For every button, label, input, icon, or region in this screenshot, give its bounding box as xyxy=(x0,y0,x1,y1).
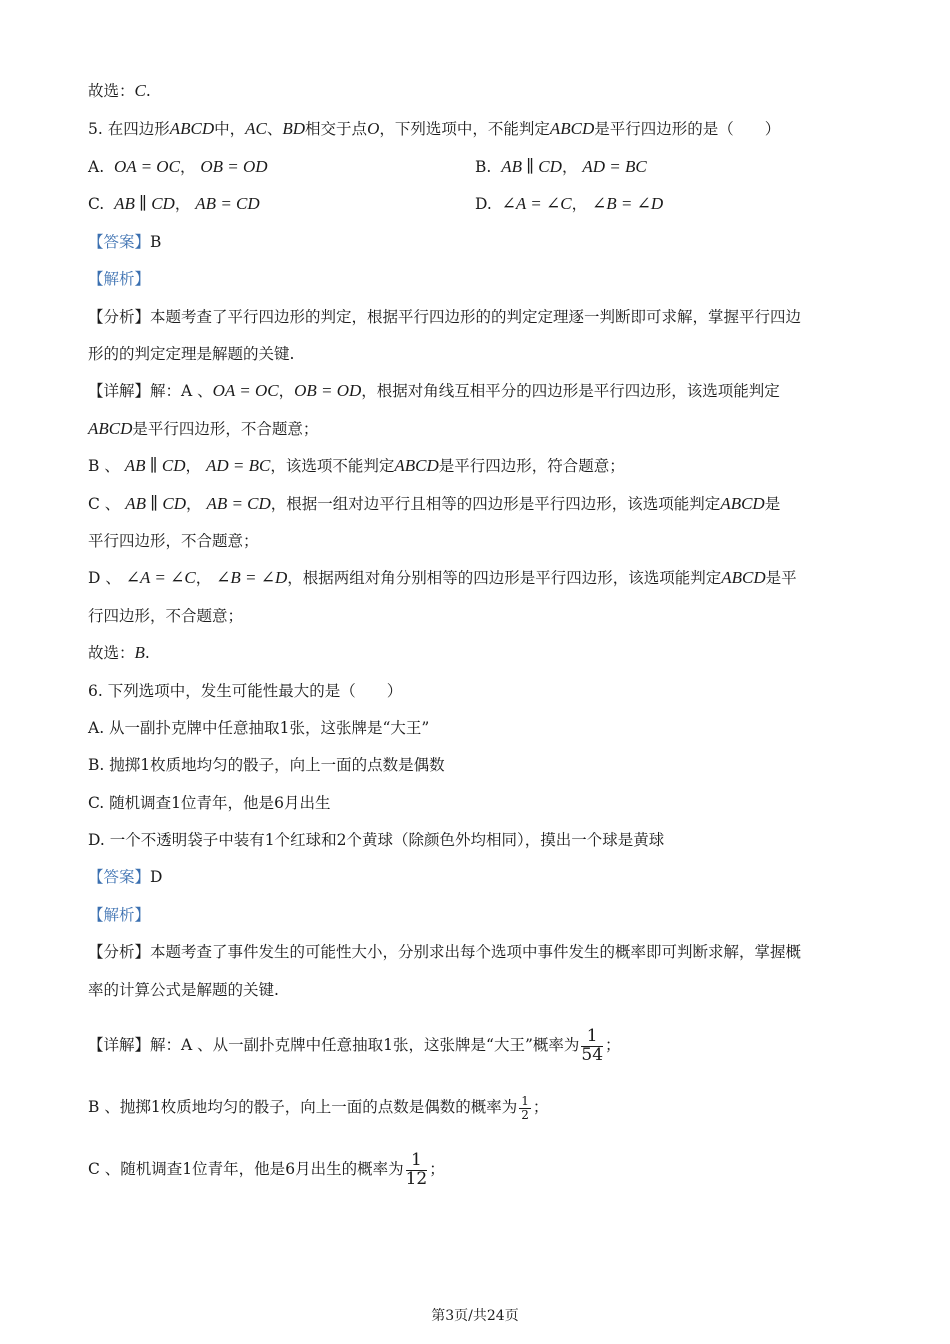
q5-answer: 【答案】B xyxy=(88,233,162,251)
q5-detail-d-cont: 行四边形，不合题意； xyxy=(88,607,244,625)
q5-detail-a: 【详解】解：A 、OA = OC，OB = OD，根据对角线互相平分的四边形是平行四边形，该选项能判定 xyxy=(88,381,780,400)
q6-option-d: D. 一个不透明袋子中装有1个红球和2个黄球（除颜色外均相同），摸出一个球是黄球 xyxy=(88,831,665,849)
q5-option-c: C. AB ∥ CD， AB = CD xyxy=(88,194,260,213)
q6-option-c: C. 随机调查1位青年，他是6月出生 xyxy=(88,794,331,812)
q5-option-b: B. AB ∥ CD， AD = BC xyxy=(475,157,647,176)
q6-detail-b: B 、抛掷1枚质地均匀的骰子，向上一面的点数是偶数的概率为 $\frac{1}{2}$ ； xyxy=(88,1093,549,1122)
q6-detail-c: C 、随机调查1位青年，他是6月出生的概率为 $\frac{1}{12}$ ； xyxy=(88,1149,445,1189)
q5-conclusion: 故选：B. xyxy=(88,643,150,662)
q5-detail-b: B 、 AB ∥ CD， AD = BC，该选项不能判定ABCD是平行四边形，符合题意； xyxy=(88,456,625,475)
q5-option-d: D. ∠A = ∠C， ∠B = ∠D xyxy=(475,194,664,213)
q6-option-b: B. 抛掷1枚质地均匀的骰子，向上一面的点数是偶数 xyxy=(88,756,445,774)
q6-answer: 【答案】D xyxy=(88,868,163,886)
q6-detail-a: 【详解】解：A 、从一副扑克牌中任意抽取1张，这张牌是“大王”概率为 $\frac{1}{54}$ ； xyxy=(88,1025,621,1065)
q5-option-a: A. OA = OC， OB = OD xyxy=(88,157,268,176)
fraction-1-2: $\frac{1}{2}$ xyxy=(521,1093,529,1122)
q5-detail-d: D 、 ∠A = ∠C， ∠B = ∠D，根据两组对角分别相等的四边形是平行四边形，该选项能判定ABCD是平 xyxy=(88,568,797,587)
q6-stem: 6. 下列选项中，发生可能性最大的是（ ） xyxy=(88,682,403,700)
q6-analysis-line-2: 率的计算公式是解题的关键. xyxy=(88,981,279,999)
fraction-1-54: $\frac{1}{54}$ xyxy=(581,1025,604,1065)
fraction-1-12: $\frac{1}{12}$ xyxy=(405,1149,428,1189)
q6-analysis-line-1: 【分析】本题考查了事件发生的可能性大小，分别求出每个选项中事件发生的概率即可判断求解，掌握概 xyxy=(88,943,802,961)
q5-detail-c: C 、 AB ∥ CD， AB = CD，根据一组对边平行且相等的四边形是平行四边形，该选项能判定ABCD是 xyxy=(88,494,781,513)
q5-detail-a-cont: ABCD是平行四边形，不合题意； xyxy=(88,419,319,438)
q6-option-a: A. 从一副扑克牌中任意抽取1张，这张牌是“大王” xyxy=(88,719,430,737)
q5-analysis-heading: 【解析】 xyxy=(88,270,151,288)
q4-conclusion: 故选：C. xyxy=(88,81,151,100)
q5-analysis-line-1: 【分析】本题考查了平行四边形的判定，根据平行四边形的的判定定理逐一判断即可求解，掌握平行四边 xyxy=(88,308,802,326)
q5-detail-c-cont: 平行四边形，不合题意； xyxy=(88,532,259,550)
page-footer: 第3页/共24页 xyxy=(431,1308,519,1324)
q5-analysis-line-2: 形的的判定定理是解题的关键. xyxy=(88,345,295,363)
q6-analysis-heading: 【解析】 xyxy=(88,906,151,924)
q5-stem: 5. 在四边形ABCD中，AC、BD相交于点O，下列选项中，不能判定ABCD是平行四边形的是（ ） xyxy=(88,119,781,138)
